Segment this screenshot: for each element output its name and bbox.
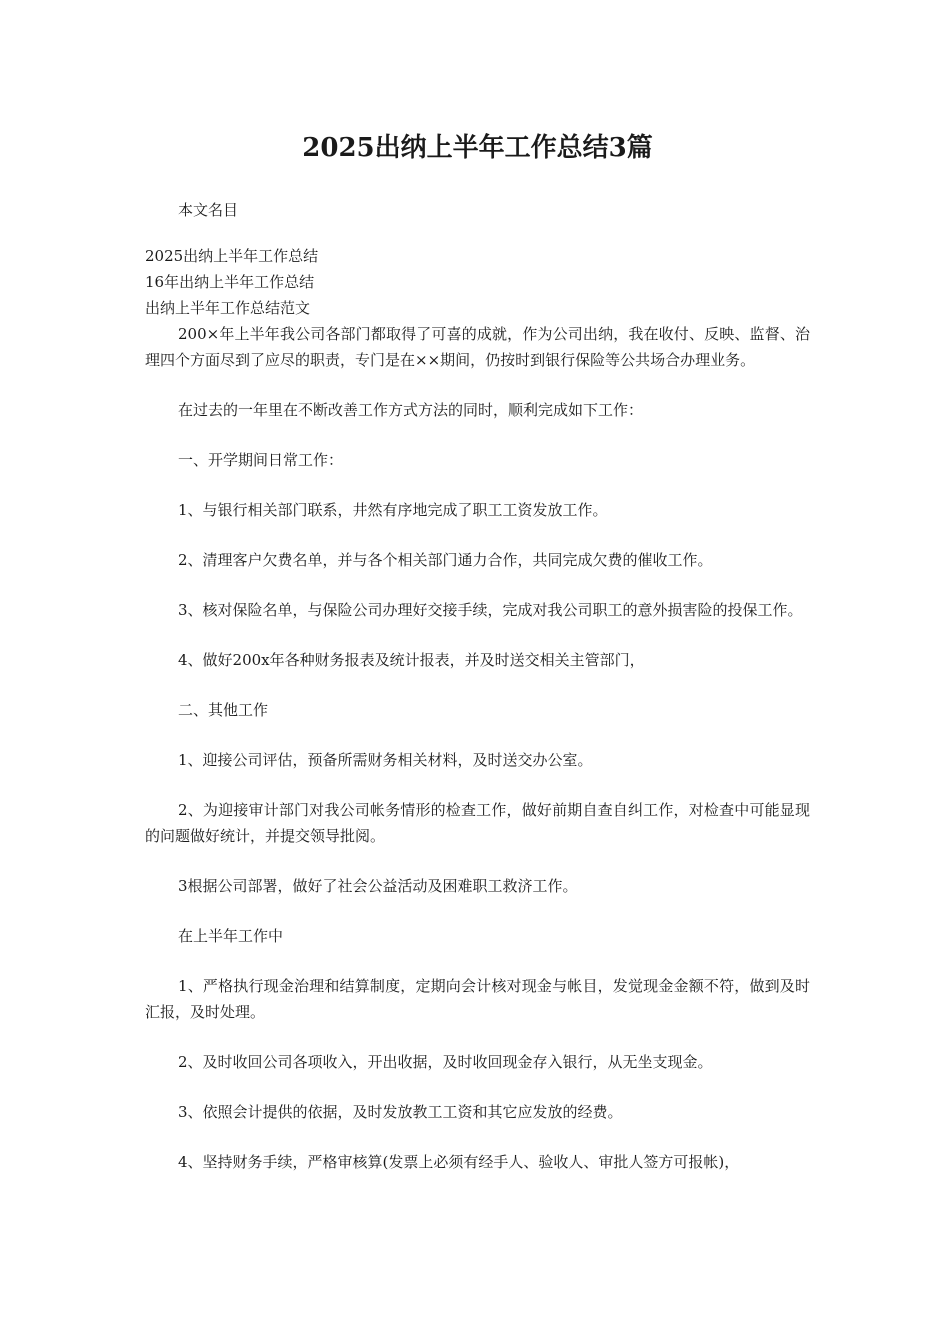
list-item: 1、严格执行现金治理和结算制度，定期向会计核对现金与帐目，发觉现金金额不符，做到及时汇报，及时处理。 bbox=[145, 977, 810, 1021]
document-page bbox=[145, 0, 810, 1344]
section-heading: 在上半年工作中 bbox=[178, 927, 284, 945]
list-item: 4、做好200x年各种财务报表及统计报表，并及时送交相关主管部门， bbox=[178, 651, 645, 669]
list-item: 3根据公司部署，做好了社会公益活动及困难职工救济工作。 bbox=[178, 877, 578, 895]
toc-item: 16年出纳上半年工作总结 bbox=[145, 273, 315, 291]
toc-item: 出纳上半年工作总结范文 bbox=[145, 299, 311, 317]
list-item: 3、核对保险名单，与保险公司办理好交接手续，完成对我公司职工的意外损害险的投保工作。 bbox=[178, 601, 803, 619]
list-item: 3、依照会计提供的依据，及时发放教工工资和其它应发放的经费。 bbox=[178, 1103, 623, 1121]
toc-heading: 本文名目 bbox=[178, 201, 239, 219]
document-body bbox=[145, 197, 810, 1175]
body-paragraph: 200×年上半年我公司各部门都取得了可喜的成就，作为公司出纳，我在收付、反映、监督、治理四个方面尽到了应尽的职责，专门是在××期间，仍按时到银行保险等公共场合办理业务。 bbox=[145, 325, 810, 369]
list-item: 2、及时收回公司各项收入，开出收据，及时收回现金存入银行，从无坐支现金。 bbox=[178, 1053, 713, 1071]
list-item: 1、迎接公司评估，预备所需财务相关材料，及时送交办公室。 bbox=[178, 751, 593, 769]
list-item: 2、清理客户欠费名单，并与各个相关部门通力合作，共同完成欠费的催收工作。 bbox=[178, 551, 713, 569]
toc-item: 2025出纳上半年工作总结 bbox=[145, 247, 319, 265]
document-title: 2025出纳上半年工作总结3篇 bbox=[302, 133, 653, 163]
list-item: 2、为迎接审计部门对我公司帐务情形的检查工作，做好前期自查自纠工作，对检查中可能显现的问题做好统计，并提交领导批阅。 bbox=[145, 801, 810, 845]
section-heading: 二、其他工作 bbox=[178, 701, 269, 719]
body-paragraph: 在过去的一年里在不断改善工作方式方法的同时，顺利完成如下工作： bbox=[178, 401, 644, 419]
list-item: 4、坚持财务手续，严格审核算(发票上必须有经手人、验收人、审批人签方可报帐)， bbox=[178, 1153, 740, 1171]
section-heading: 一、开学期间日常工作： bbox=[178, 451, 344, 469]
list-item: 1、与银行相关部门联系，井然有序地完成了职工工资发放工作。 bbox=[178, 501, 608, 519]
